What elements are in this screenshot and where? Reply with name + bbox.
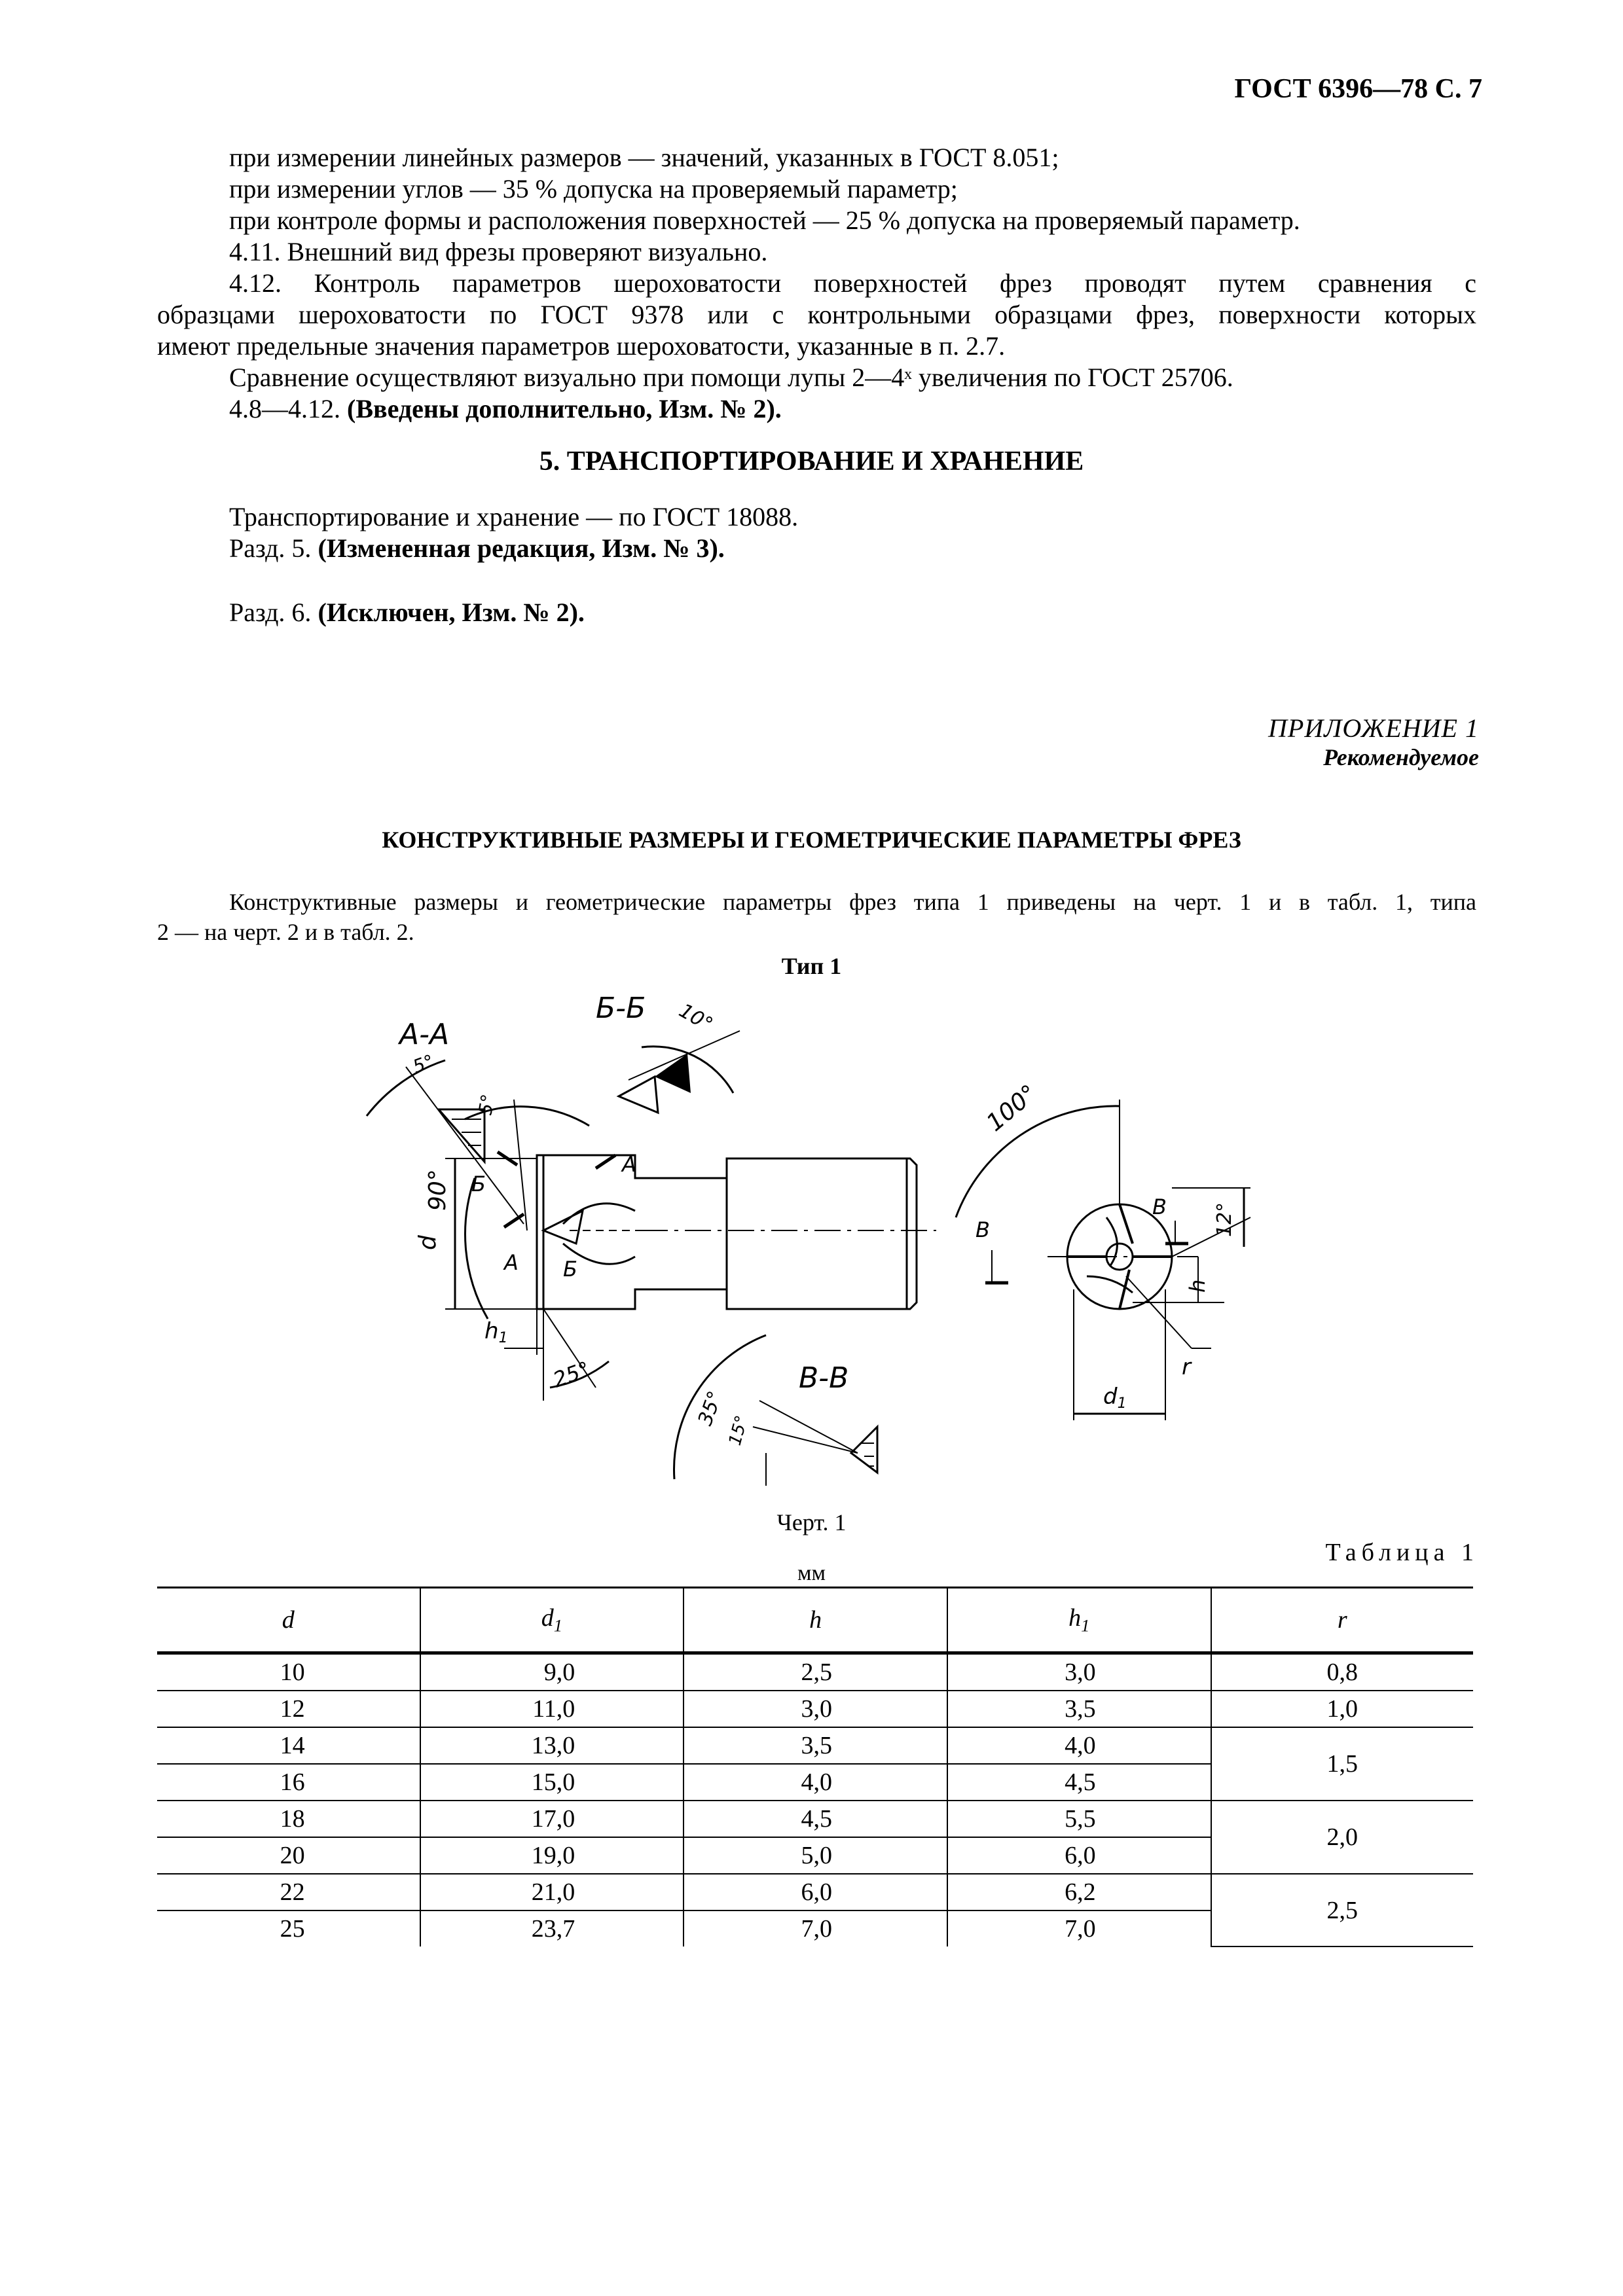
header-h1-sub: 1 — [1081, 1615, 1090, 1636]
cut-a-top: А — [622, 1152, 636, 1177]
cut-v-left: В — [976, 1217, 990, 1242]
header-h — [684, 1588, 947, 1653]
appendix-title: КОНСТРУКТИВНЫЕ РАЗМЕРЫ И ГЕОМЕТРИЧЕСКИЕ ПАРАМЕТРЫ ФРЕЗ — [382, 827, 1241, 853]
text-line-4: 4.11. Внешний вид фрезы проверяют визуально. — [229, 237, 768, 266]
header-d — [157, 1588, 420, 1653]
table-row — [157, 1727, 1473, 1764]
section-5-line-2 — [229, 533, 725, 564]
header-d1-text: d — [541, 1604, 554, 1632]
angle-10-label: 10° — [675, 999, 717, 1037]
cell-d1: 19,0 — [420, 1837, 684, 1874]
angle-100-label: 100° — [981, 1079, 1043, 1137]
section-5-line-2-prefix: Разд. 5. — [229, 533, 318, 563]
cell-h1: 4,5 — [947, 1764, 1211, 1801]
cell-d: 12 — [157, 1691, 420, 1727]
angle-15-label: 15° — [725, 1413, 752, 1448]
appendix-heading — [1268, 713, 1479, 771]
dim-d1-letter: d — [1103, 1384, 1118, 1410]
cut-a-bottom: А — [504, 1250, 519, 1275]
dim-h1-letter: h — [484, 1318, 499, 1344]
header-h-text: h — [809, 1606, 822, 1634]
dim-h1-sub: 1 — [498, 1330, 508, 1346]
cell-h: 5,0 — [684, 1837, 947, 1874]
cutter-drawing — [347, 969, 1316, 1492]
cell-r: 1,5 — [1211, 1727, 1473, 1801]
cell-r: 1,0 — [1211, 1691, 1473, 1727]
header-h1-text: h — [1068, 1604, 1082, 1632]
header-h1 — [947, 1588, 1211, 1653]
cell-h1: 3,5 — [947, 1691, 1211, 1727]
cut-b-bottom: Б — [563, 1257, 577, 1282]
cell-d1: 15,0 — [420, 1764, 684, 1801]
amendment-line — [229, 393, 782, 425]
dim-h-label: h — [1185, 1279, 1210, 1293]
section-5-line-1: Транспортирование и хранение — по ГОСТ 18088. — [229, 502, 799, 531]
cell-d1: 21,0 — [420, 1874, 684, 1910]
section-5-line-2-note: (Измененная редакция, Изм. № 3). — [318, 533, 725, 563]
appendix-intro-1: Конструктивные размеры и геометрические параметры фрез типа 1 приведены на черт. 1 и в табл. 1, типа — [229, 889, 1476, 915]
figure-caption: Черт. 1 — [776, 1509, 847, 1535]
cell-h: 2,5 — [684, 1653, 947, 1691]
cell-r: 0,8 — [1211, 1653, 1473, 1691]
cell-h1: 7,0 — [947, 1910, 1211, 1946]
angle-25-label: 25° — [549, 1356, 594, 1393]
text-line-5: 4.12. Контроль параметров шероховатости поверхностей фрез проводят путем сравнения с — [229, 268, 1476, 298]
cell-h: 3,0 — [684, 1691, 947, 1727]
appendix-status: Рекомендуемое — [1323, 744, 1479, 770]
section-5-title: 5. ТРАНСПОРТИРОВАНИЕ И ХРАНЕНИЕ — [539, 446, 1084, 476]
cell-d: 16 — [157, 1764, 420, 1801]
table-header-row — [157, 1588, 1473, 1653]
section-bb-label: Б-Б — [596, 992, 646, 1025]
cell-h: 7,0 — [684, 1910, 947, 1946]
header-d-text: d — [282, 1606, 295, 1634]
table-row — [157, 1653, 1473, 1691]
section-6-line — [229, 597, 585, 628]
cell-h1: 3,0 — [947, 1653, 1211, 1691]
cell-d1: 17,0 — [420, 1801, 684, 1837]
table-label: Таблица 1 — [1325, 1539, 1479, 1566]
text-line-6: образцами шероховатости по ГОСТ 9378 или с контрольными образцами фрез, поверхности которых — [157, 300, 1476, 329]
header-r — [1211, 1588, 1473, 1653]
cell-h1: 6,2 — [947, 1874, 1211, 1910]
dim-d1-sub: 1 — [1117, 1395, 1127, 1412]
text-line-3: при контроле формы и расположения поверхностей — 25 % допуска на проверяемый параметр. — [229, 206, 1300, 235]
dim-d-label: d — [414, 1235, 441, 1250]
cell-h1: 5,5 — [947, 1801, 1211, 1837]
dim-d1-label — [1103, 1384, 1127, 1412]
text-line-7: имеют предельные значения параметров шероховатости, указанные в п. 2.7. — [157, 331, 1006, 361]
table-row — [157, 1874, 1473, 1910]
header-d1-sub: 1 — [553, 1615, 563, 1636]
table-row — [157, 1691, 1473, 1727]
cell-d1: 13,0 — [420, 1727, 684, 1764]
dimensions-table — [157, 1587, 1473, 1947]
cell-h: 4,0 — [684, 1764, 947, 1801]
section-vv-label: В-В — [799, 1361, 849, 1395]
section-aa-label: А-А — [399, 1018, 450, 1051]
cell-r: 2,5 — [1211, 1874, 1473, 1946]
header-d1 — [420, 1588, 684, 1653]
header-r-text: r — [1337, 1606, 1347, 1634]
table-row — [157, 1801, 1473, 1837]
angle-12-label: 12° — [1213, 1202, 1236, 1237]
cell-h1: 4,0 — [947, 1727, 1211, 1764]
amendment-note: (Введены дополнительно, Изм. № 2). — [347, 394, 782, 423]
cell-r: 2,0 — [1211, 1801, 1473, 1874]
angle-5-label-a: 5° — [410, 1050, 437, 1078]
dim-r-label: r — [1182, 1354, 1191, 1380]
cut-v-right: В — [1152, 1194, 1167, 1219]
cell-d: 22 — [157, 1874, 420, 1910]
cell-d: 14 — [157, 1727, 420, 1764]
dim-h1-label — [484, 1318, 508, 1346]
text-line-8: Сравнение осуществляют визуально при помощи лупы 2—4ˣ увеличения по ГОСТ 25706. — [229, 363, 1233, 392]
cut-b-top: Б — [471, 1172, 486, 1196]
cell-d: 10 — [157, 1653, 420, 1691]
cell-d1: 9,0 — [420, 1653, 684, 1691]
cell-h1: 6,0 — [947, 1837, 1211, 1874]
amendment-prefix: 4.8—4.12. — [229, 394, 347, 423]
cell-d: 20 — [157, 1837, 420, 1874]
text-line-1: при измерении линейных размеров — значений, указанных в ГОСТ 8.051; — [229, 143, 1059, 172]
cell-h: 3,5 — [684, 1727, 947, 1764]
angle-5-label-b: 5° — [474, 1092, 500, 1117]
appendix-label: ПРИЛОЖЕНИЕ 1 — [1268, 713, 1479, 743]
cell-d1: 11,0 — [420, 1691, 684, 1727]
type-label: Тип 1 — [781, 953, 842, 979]
angle-35-label: 35° — [693, 1388, 727, 1429]
table-units: мм — [797, 1561, 826, 1585]
page-header: ГОСТ 6396—78 С. 7 — [1234, 74, 1482, 104]
cell-d: 25 — [280, 1915, 305, 1943]
section-6-prefix: Разд. 6. — [229, 598, 318, 627]
appendix-intro-2: 2 — на черт. 2 и в табл. 2. — [157, 919, 414, 945]
section-6-note: (Исключен, Изм. № 2). — [318, 598, 585, 627]
angle-90-label: 90° — [424, 1169, 451, 1211]
text-line-2: при измерении углов — 35 % допуска на проверяемый параметр; — [229, 174, 958, 204]
cell-h: 4,5 — [684, 1801, 947, 1837]
cell-d1: 23,7 — [420, 1910, 684, 1946]
cell-d: 18 — [157, 1801, 420, 1837]
cell-h: 6,0 — [684, 1874, 947, 1910]
